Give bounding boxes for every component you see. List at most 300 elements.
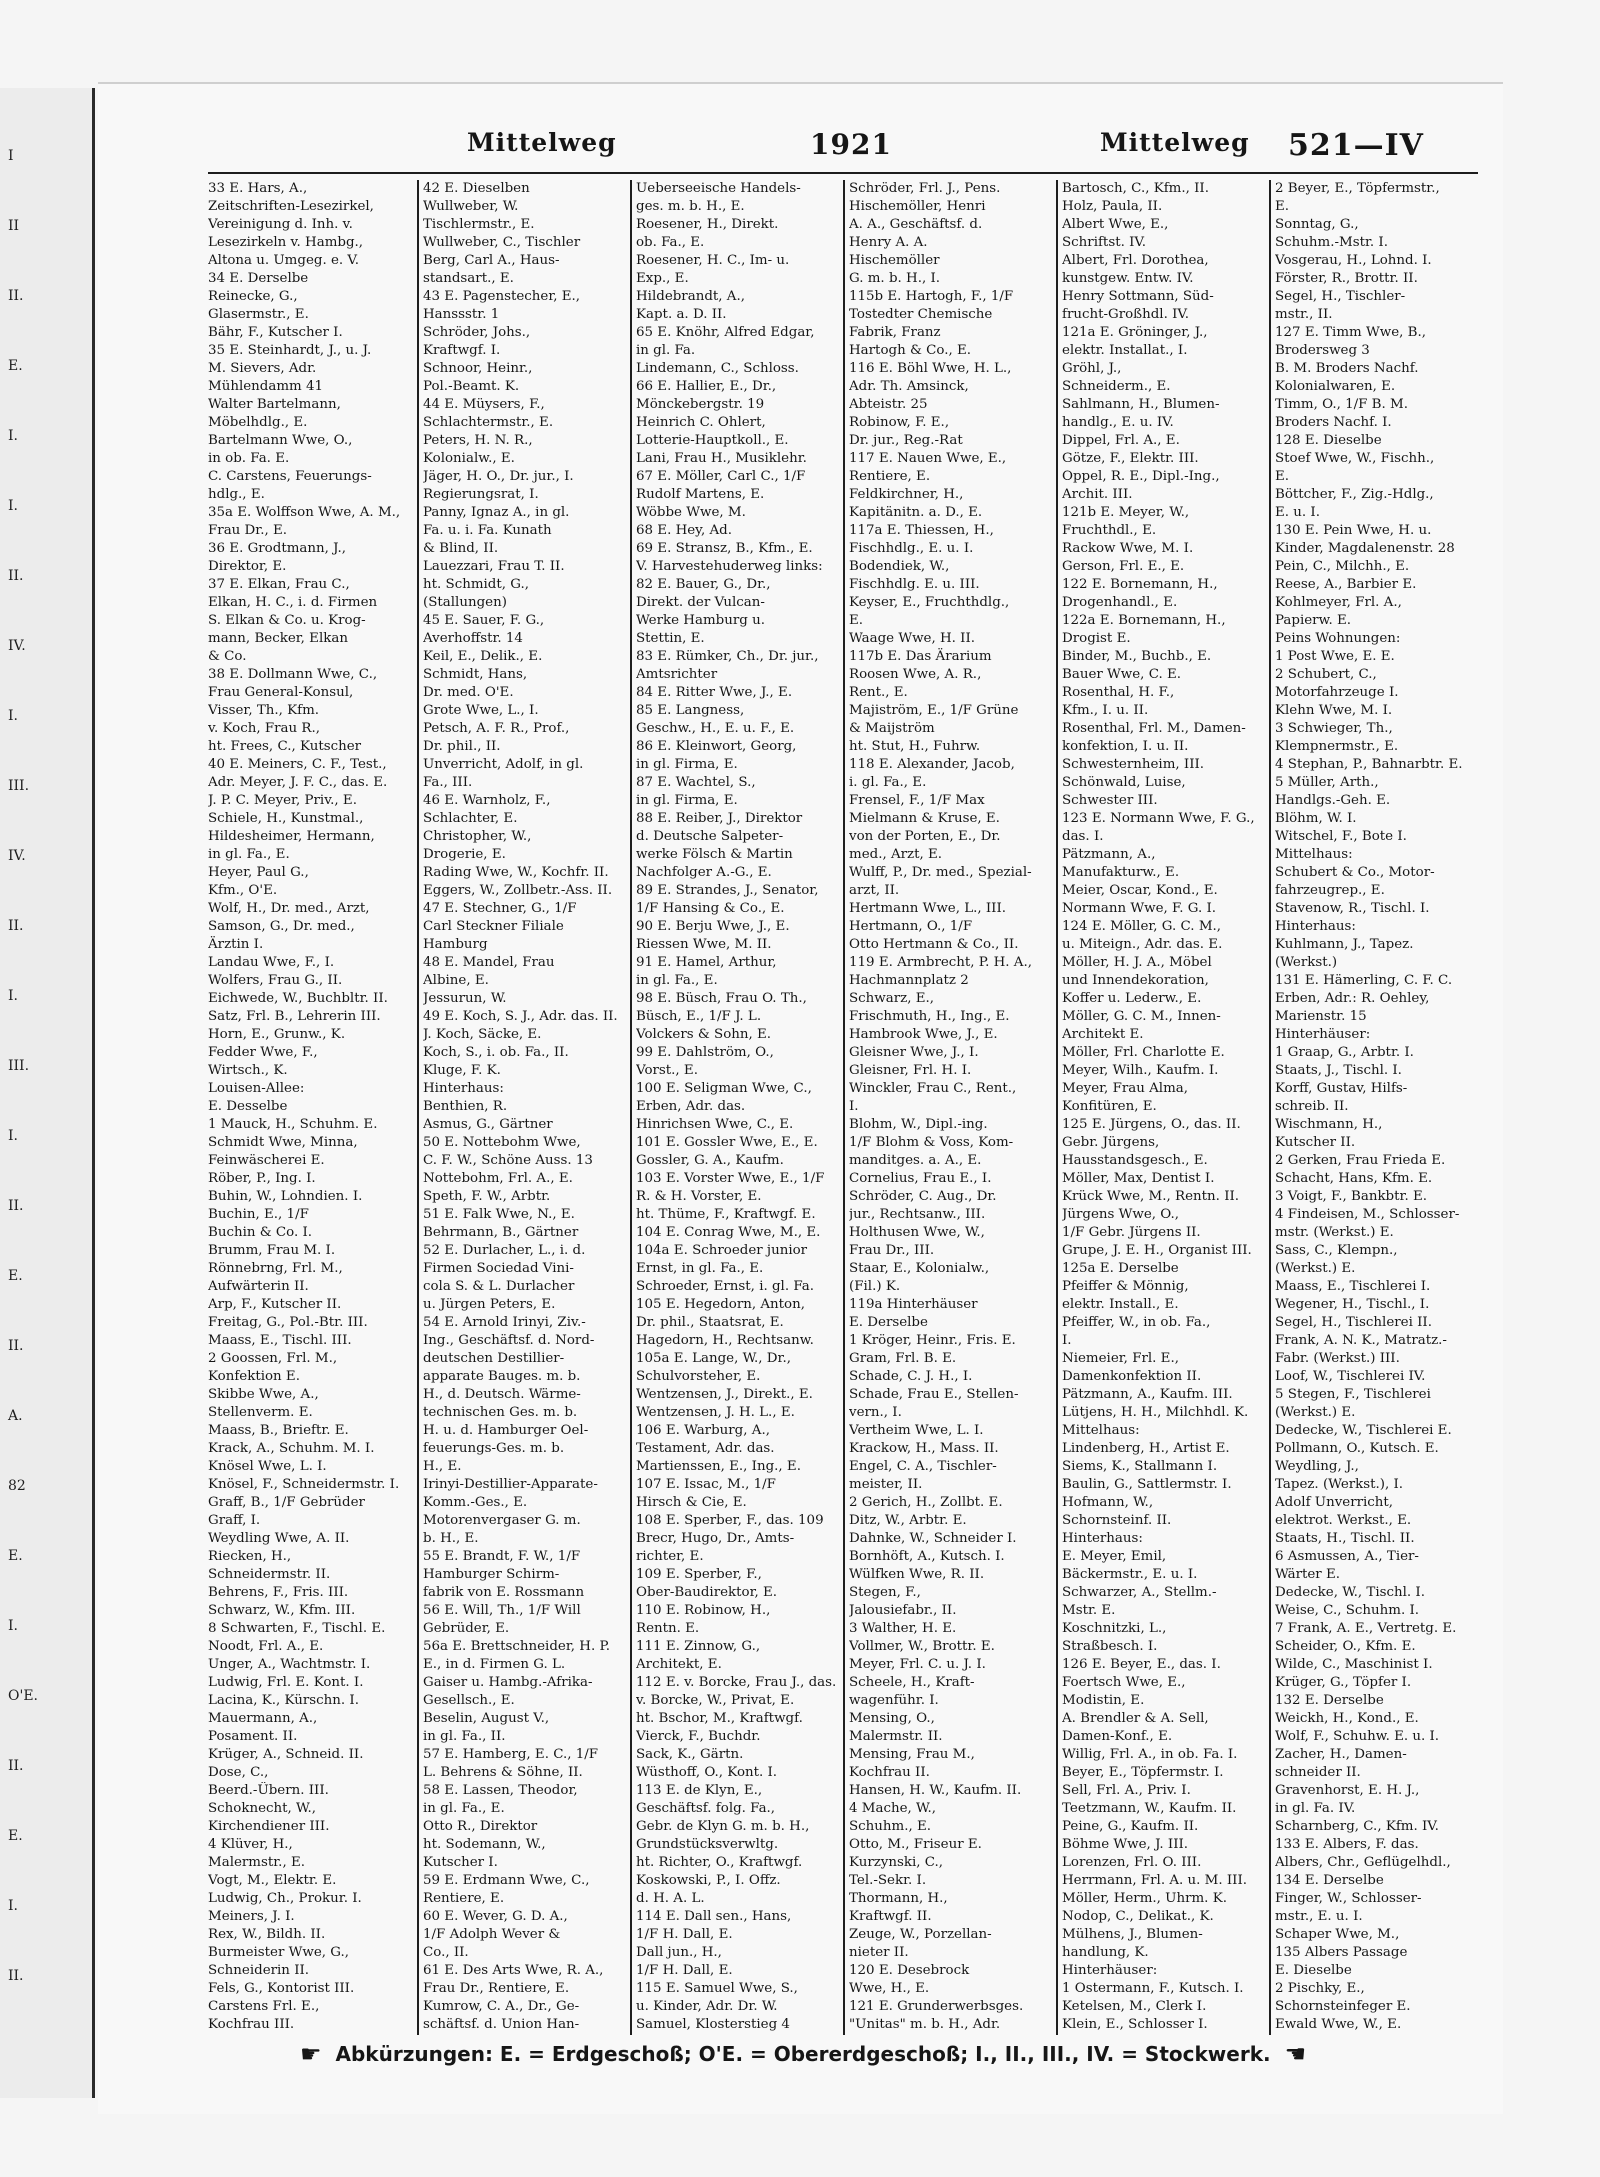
directory-entry-line: Vosgerau, H., Lohnd. I. [1275,253,1432,268]
directory-entry-line: ht. Richter, O., Kraftwgf. [636,1855,803,1870]
directory-entry-line: Robinow, F. E., [849,415,950,430]
directory-entry-line: Kochfrau II. [849,1765,930,1780]
directory-entry-line: A. Brendler & A. Sell, [1062,1711,1209,1726]
directory-entry-line: M. Sievers, Adr. [208,361,317,376]
directory-entry-line: Maass, B., Brieftr. E. [208,1423,349,1438]
directory-entry-line: Sass, C., Klempn., [1275,1243,1398,1258]
directory-entry-line: Henry A. A. [849,235,928,250]
directory-entry-line: Scheele, H., Kraft- [849,1675,975,1690]
directory-entry-line: Schoknecht, W., [208,1801,316,1816]
directory-entry-line: Ketelsen, M., Clerk I. [1062,1999,1207,2014]
directory-entry-line: mstr., II. [1275,307,1333,322]
directory-entry-line: 98 E. Büsch, Frau O. Th., [636,991,807,1006]
directory-entry-line: Hinterhäuser: [1062,1963,1158,1978]
directory-entry-line: Böttcher, F., Zig.-Hdlg., [1275,487,1434,502]
directory-entry-line: 2 Pischky, E., [1275,1981,1365,1996]
directory-entry-line: Mensing, O., [849,1711,935,1726]
directory-entry-line: Meyer, Frau Alma, [1062,1081,1189,1096]
directory-entry-line: 119a Hinterhäuser [849,1297,978,1312]
directory-entry-line: (Stallungen) [423,595,507,610]
directory-entry-line: Thormann, H., [849,1891,948,1906]
directory-entry-line: 112 E. v. Borcke, Frau J., das. [636,1675,837,1690]
directory-entry-line: 118 E. Alexander, Jacob, [849,757,1015,772]
directory-entry-line: Rudolf Martens, E. [636,487,765,502]
directory-entry-line: 113 E. de Klyn, E., [636,1783,763,1798]
directory-entry-line: Frischmuth, H., Ing., E. [849,1009,1010,1024]
directory-entry-line: Gebr. Jürgens, [1062,1135,1160,1150]
directory-entry-line: 109 E. Sperber, F., [636,1567,762,1582]
directory-entry-line: Freitag, G., Pol.-Btr. III. [208,1315,368,1330]
directory-entry-line: ht. Stut, H., Fuhrw. [849,739,981,754]
directory-entry-line: 35a E. Wolffson Wwe, A. M., [208,505,401,520]
directory-entry-line: 134 E. Derselbe [1275,1873,1384,1888]
directory-entry-line: Blöhm, W. I. [1275,811,1357,826]
directory-entry-line: 124 E. Möller, G. C. M., [1062,919,1222,934]
directory-entry-line: Korff, Gustav, Hilfs- [1275,1081,1408,1096]
directory-entry-line: L. Behrens & Söhne, II. [423,1765,583,1780]
directory-entry-line: Wilde, C., Maschinist I. [1275,1657,1433,1672]
directory-entry-line: Frensel, F., 1/F Max [849,793,985,808]
directory-entry-line: A. A., Geschäftsf. d. [849,217,983,232]
directory-entry-line: E. Dieselbe [1275,1963,1352,1978]
directory-entry-line: Schneiderin II. [208,1963,310,1978]
directory-entry-line: Fabrik, Franz [849,325,941,340]
directory-entry-line: Vertheim Wwe, L. I. [849,1423,984,1438]
directory-entry-line: 125 E. Jürgens, O., das. II. [1062,1117,1241,1132]
directory-entry-line: Fa., III. [423,775,473,790]
edge-fragment: E. [8,1548,23,1564]
directory-entry-line: 131 E. Hämerling, C. F. C. [1275,973,1453,988]
directory-entry-line: Stegen, F., [849,1585,921,1600]
directory-entry-line: Kurzynski, C., [849,1855,944,1870]
directory-entry-line: in gl. Fa., II. [423,1729,506,1744]
directory-entry-line [636,2034,841,2035]
directory-entry-line: Sell, Frl. A., Priv. I. [1062,1783,1191,1798]
directory-entry-line: Dose, C., [208,1765,269,1780]
directory-entry-line: Mühlendamm 41 [208,379,324,394]
directory-entry-line: Stettin, E. [636,631,705,646]
directory-entry-line: Krüger, A., Schneid. II. [208,1747,364,1762]
directory-entry-line: 105 E. Hegedorn, Anton, [636,1297,805,1312]
directory-entry-line: nieter II. [849,1945,909,1960]
directory-entry-line: Mittelhaus: [1062,1423,1140,1438]
directory-entry-line: Klein, E., Schlosser I. [1062,2017,1208,2032]
directory-entry-line: 117a E. Thiessen, H., [849,523,994,538]
directory-entry-line: handlung, K. [1062,1945,1149,1960]
directory-entry-line: Erben, Adr. das. [636,1099,746,1114]
directory-entry-line: 5 Stegen, F., Tischlerei [1275,1387,1431,1402]
directory-entry-line: Petsch, A. F. R., Prof., [423,721,570,736]
directory-entry-line: ht. Thüme, F., Kraftwgf. E. [636,1207,816,1222]
directory-entry-line: 68 E. Hey, Ad. [636,523,732,538]
directory-entry-line: 115 E. Samuel Wwe, S., [636,1981,798,1996]
directory-entry-line: Brumm, Frau M. I. [208,1243,336,1258]
directory-entry-line: Vereinigung d. Inh. v. [208,217,353,232]
directory-entry-line: Altona u. Umgeg. e. V. [208,253,359,268]
directory-entry-line: Rackow Wwe, M. I. [1062,541,1194,556]
directory-entry-line: Hambrook Wwe, J., E. [849,1027,998,1042]
directory-entry-line: Graff, I. [208,1513,261,1528]
edge-fragment: I. [8,1618,18,1634]
directory-entry-line: 2 Beyer, E., Töpfermstr., [1275,181,1440,196]
directory-entry-line: 1 Post Wwe, E. E. [1275,649,1395,664]
directory-entry-line: Kuhlmann, J., Tapez. [1275,937,1414,952]
directory-entry-line: Broders Nachf. I. [1275,415,1392,430]
column-divider [1269,180,1271,2035]
directory-entry-line: 54 E. Arnold Irinyi, Ziv.- [423,1315,586,1330]
directory-entry-line: Brodersweg 3 [1275,343,1370,358]
directory-entry-line: richter, E. [636,1549,704,1564]
directory-entry-line: Pätzmann, A., [1062,847,1156,862]
directory-entry-line: Wirtsch., K. [208,1063,288,1078]
directory-entry-line: Herrmann, Frl. A. u. M. III. [1062,1873,1248,1888]
directory-entry-line: Gesellsch., E. [423,1693,515,1708]
directory-entry-line: 135 Albers Passage [1275,1945,1408,1960]
directory-entry-line: Unverricht, Adolf, in gl. [423,757,584,772]
directory-entry-line: Peine, G., Kaufm. II. [1062,1819,1199,1834]
directory-entry-line: Zacher, H., Damen- [1275,1747,1407,1762]
directory-entry-line: Vorst., E. [636,1063,698,1078]
directory-entry-line: Unger, A., Wachtmstr. I. [208,1657,371,1672]
directory-entry-line: Ing., Geschäftsf. d. Nord- [423,1333,595,1348]
directory-entry-line: v. Koch, Frau R., [208,721,320,736]
directory-entry-line: Lindemann, C., Schloss. [636,361,799,376]
directory-entry-line: 5 Müller, Arth., [1275,775,1379,790]
directory-entry-line: Wentzensen, J. H. L., E. [636,1405,795,1420]
directory-entry-line: ht. Frees, C., Kutscher [208,739,362,754]
directory-entry-line: Landau Wwe, F., I. [208,955,335,970]
directory-entry-line: Staar, E., Kolonialw., [849,1261,990,1276]
directory-entry-line: Drogerie, E. [423,847,506,862]
directory-entry-line: (Werkst.) E. [1275,1405,1356,1420]
directory-entry-line: 58 E. Lassen, Theodor, [423,1783,578,1798]
directory-entry-line: b. H., E. [423,1531,479,1546]
directory-entry-line: Marienstr. 15 [1275,1009,1367,1024]
directory-entry-line: Knösel, F., Schneidermstr. I. [208,1477,400,1492]
directory-entry-line: Keyser, E., Fruchthdlg., [849,595,1010,610]
directory-entry-line: Gebr. de Klyn G. m. b. H., [636,1819,810,1834]
directory-entry-line: Benthien, R. [423,1099,508,1114]
directory-entry-line: Frau Dr., III. [849,1243,935,1258]
directory-entry-line: Grupe, J. E. H., Organist III. [1062,1243,1252,1258]
directory-entry-line: S. Elkan & Co. u. Krog- [208,613,366,628]
directory-entry-line: Jessurun, W. [423,991,507,1006]
directory-entry-line: 2 Gerken, Frau Frieda E. [1275,1153,1446,1168]
directory-entry-line: 128 E. Dieselbe [1275,433,1382,448]
directory-entry-line: elektr. Install., E. [1062,1297,1179,1312]
directory-entry-line: Weise, C., Schuhm. I. [1275,1603,1420,1618]
directory-entry-line: 111 E. Zinnow, G., [636,1639,761,1654]
directory-entry-line: Kirchendiener III. [208,1819,330,1834]
directory-entry-line: Reinecke, G., [208,289,298,304]
directory-entry-line: Rönnebrng, Frl. M., [208,1261,343,1276]
directory-entry-line: Zeitschriften-Lesezirkel, [208,199,374,214]
directory-entry-line: 104 E. Conrag Wwe, M., E. [636,1225,821,1240]
directory-entry-line: mstr., E. u. I. [1275,1909,1363,1924]
directory-entry-line: Blohm, W., Dipl.-ing. [849,1117,988,1132]
directory-entry-line: Hagedorn, H., Rechtsanw. [636,1333,814,1348]
directory-entry-line: I. [849,1099,859,1114]
directory-entry-line: Schroeder, Ernst, i. gl. Fa. [636,1279,814,1294]
directory-entry-line: Abteistr. 25 [849,397,928,412]
directory-entry-line: 127 E. Timm Wwe, B., [1275,325,1426,340]
directory-entry-line: 1/F Adolph Wever & [423,1927,561,1942]
directory-entry-line: Ober-Baudirektor, E. [636,1585,778,1600]
directory-entry-line: Fischhdlg., E. u. I. [849,541,974,556]
directory-entry-line: Archit. III. [1062,487,1133,502]
edge-fragment: E. [8,358,23,374]
directory-entry-line: Gram, Frl. B. E. [849,1351,957,1366]
directory-entry-line: ht. Sodemann, W., [423,1837,546,1852]
directory-entry-line: Henry Sottmann, Süd- [1062,289,1214,304]
directory-entry-line: Graff, B., 1/F Gebrüder [208,1495,365,1510]
directory-entry-line: ob. Fa., E. [636,235,705,250]
directory-entry-line: Mensing, Frau M., [849,1747,975,1762]
directory-entry-line: Satz, Frl. B., Lehrerin III. [208,1009,381,1024]
directory-entry-line: Keil, E., Delik., E. [423,649,543,664]
directory-entry-line: Dr. jur., Reg.-Rat [849,433,963,448]
directory-entry-line: E. Desselbe [208,1099,288,1114]
directory-column-3 [636,180,841,2035]
directory-entry-line: Nachfolger A.-G., E. [636,865,772,880]
directory-entry-line: V. Harvestehuderweg links: [636,559,823,574]
directory-entry-line: Holz, Paula, II. [1062,199,1163,214]
directory-entry-line: C. F. W., Schöne Auss. 13 [423,1153,593,1168]
directory-entry-line: E. [849,613,864,628]
directory-entry-line: 104a E. Schroeder junior [636,1243,808,1258]
directory-entry-line: 55 E. Brandt, F. W., 1/F [423,1549,581,1564]
directory-entry-line: 122a E. Bornemann, H., [1062,613,1226,628]
directory-entry-line: Bartelmann Wwe, O., [208,433,353,448]
directory-entry-line: Speth, F. W., Arbtr. [423,1189,551,1204]
directory-entry-line: Lani, Frau H., Musiklehr. [636,451,807,466]
directory-entry-line: 4 Mache, W., [849,1801,936,1816]
directory-entry-line: Wullweber, W. [423,199,519,214]
directory-entry-line: frucht-Großhdl. IV. [1062,307,1189,322]
directory-entry-line: Pein, C., Milchh., E. [1275,559,1410,574]
directory-entry-line: Albert Wwe, E., [1062,217,1169,232]
directory-entry-line: Koschnitzki, L., [1062,1621,1167,1636]
directory-entry-line: ht. Schmidt, G., [423,577,529,592]
directory-entry-line: Normann Wwe, F. G. I. [1062,901,1217,916]
directory-entry-line: Dr. phil., II. [423,739,501,754]
directory-entry-line: Berg, Carl A., Haus- [423,253,560,268]
directory-entry-line: Schröder, Frl. J., Pens. [849,181,1001,196]
directory-entry-line: E. [1275,199,1290,214]
directory-entry-line: Cornelius, Frau E., I. [849,1171,992,1186]
directory-entry-line [1062,2034,1267,2035]
directory-entry-line: (Fil.) K. [849,1279,901,1294]
directory-entry-line: J. Koch, Säcke, E. [423,1027,542,1042]
directory-entry-line: Gröhl, J., [1062,361,1122,376]
directory-entry-line: Lacina, K., Kürschn. I. [208,1693,359,1708]
directory-entry-line: und Innendekoration, [1062,973,1209,988]
directory-entry-line: in gl. Fa., E. [423,1801,505,1816]
directory-entry-line: Wülfken Wwe, R. II. [849,1567,985,1582]
directory-entry-line: Oppel, R. E., Dipl.-Ing., [1062,469,1220,484]
directory-entry-line: Sonntag, G., [1275,217,1359,232]
directory-entry-line: Bauer Wwe, C. E. [1062,667,1182,682]
directory-entry-line: Frau General-Konsul, [208,685,354,700]
directory-entry-line: E., in d. Firmen G. L. [423,1657,566,1672]
directory-entry-line: 56a E. Brettschneider, H. P. [423,1639,611,1654]
directory-entry-line: Pollmann, O., Kutsch. E. [1275,1441,1439,1456]
directory-entry-line: 57 E. Hamberg, E. C., 1/F [423,1747,599,1762]
directory-entry-line: feuerungs-Ges. m. b. [423,1441,565,1456]
directory-entry-line: Lesezirkeln v. Hambg., [208,235,364,250]
directory-entry-line: Schmidt Wwe, Minna, [208,1135,358,1150]
directory-entry-line: Kutscher II. [1275,1135,1356,1150]
directory-entry-line: Schulvorsteher, E. [636,1369,761,1384]
directory-entry-line: Büsch, E., 1/F J. L. [636,1009,762,1024]
directory-entry-line: Kfm., I. u. II. [1062,703,1149,718]
directory-entry-line: Dr. phil., Staatsrat, E. [636,1315,784,1330]
directory-entry-line: Mülhens, J., Blumen- [1062,1927,1203,1942]
directory-entry-line: Schaper Wwe, M., [1275,1927,1400,1942]
directory-entry-line: Skibbe Wwe, A., [208,1387,319,1402]
directory-entry-line: Röber, P., Ing. I. [208,1171,316,1186]
directory-entry-line: Weydling Wwe, A. II. [208,1531,350,1546]
directory-entry-line: Regierungsrat, I. [423,487,539,502]
directory-entry-line: Bäckermstr., E. u. I. [1062,1567,1198,1582]
directory-entry-line: Schornsteinf. II. [1062,1513,1172,1528]
header-rule [208,172,1478,174]
directory-entry-line: Hausstandsgesch., E. [1062,1153,1208,1168]
directory-entry-line: Ludwig, Frl. E. Kont. I. [208,1675,364,1690]
directory-entry-line: (Werkst.) E. [1275,1261,1356,1276]
directory-entry-line: Loof, W., Tischlerei IV. [1275,1369,1426,1384]
directory-entry-line: Lotterie-Hauptkoll., E. [636,433,789,448]
directory-entry-line: Straßbesch. I. [1062,1639,1158,1654]
directory-entry-line: Schwarzer, A., Stellm.- [1062,1585,1217,1600]
directory-entry-line: Komm.-Ges., E. [423,1495,528,1510]
directory-entry-line: Witschel, F., Bote I. [1275,829,1407,844]
directory-entry-line: Glasermstr., E. [208,307,309,322]
pointing-hand-left-icon: ☚ [1284,2040,1307,2068]
directory-entry-line: Gleisner, Frl. H. I. [849,1063,972,1078]
directory-entry-line: Hertmann, O., 1/F [849,919,973,934]
directory-entry-line: Geschäftsf. folg. Fa., [636,1801,776,1816]
directory-entry-line: 115b E. Hartogh, F., 1/F [849,289,1014,304]
directory-entry-line: Visser, Th., Kfm. [208,703,320,718]
directory-entry-line: Peters, H. N. R., [423,433,533,448]
directory-entry-line: Gossler, G. A., Kaufm. [636,1153,784,1168]
directory-entry-line: Hinterhaus: [423,1081,504,1096]
directory-entry-line: Engel, C. A., Tischler- [849,1459,997,1474]
directory-entry-line: v. Borcke, W., Privat, E. [636,1693,795,1708]
directory-entry-line: & Blind, II. [423,541,499,556]
directory-entry-line: Schriftst. IV. [1062,235,1146,250]
directory-entry-line: 130 E. Pein Wwe, H. u. [1275,523,1432,538]
directory-entry-line: Schwarz, E., [849,991,934,1006]
directory-entry-line: Siems, K., Stallmann I. [1062,1459,1218,1474]
directory-entry-line: 85 E. Langness, [636,703,745,718]
directory-entry-line: Architekt, E. [636,1657,722,1672]
directory-entry-line: schäftsf. d. Union Han- [423,2017,580,2032]
directory-entry-line: 37 E. Elkan, Frau C., [208,577,350,592]
directory-entry-line: Jalousiefabr., II. [849,1603,957,1618]
directory-entry-line: Averhoffstr. 14 [423,631,523,646]
directory-entry-line: & Maijström [849,721,935,736]
directory-entry-line: 48 E. Mandel, Frau [423,955,555,970]
directory-entry-line: Lütjens, H. H., Milchhdl. K. [1062,1405,1249,1420]
directory-entry-line: Gravenhorst, E. H. J., [1275,1783,1420,1798]
directory-entry-line: 1 Graap, G., Arbtr. I. [1275,1045,1414,1060]
directory-entry-line: Vollmer, W., Brottr. E. [849,1639,995,1654]
directory-entry-line: Wolf, H., Dr. med., Arzt, [208,901,370,916]
directory-entry-line: 8 Schwarten, F., Tischl. E. [208,1621,386,1636]
directory-entry-line: 3 Schwieger, Th., [1275,721,1393,736]
directory-entry-line: 42 E. Dieselben [423,181,530,196]
directory-entry-line: 56 E. Will, Th., 1/F Will [423,1603,581,1618]
directory-entry-line: 52 E. Durlacher, L., i. d. [423,1243,586,1258]
directory-entry-line: Drogist E. [1062,631,1131,646]
directory-entry-line: Papierw. E. [1275,613,1351,628]
directory-entry-line: Hansen, H. W., Kaufm. II. [849,1783,1022,1798]
directory-entry-line: Hinrichsen Wwe, C., E. [636,1117,794,1132]
directory-entry-line: Dr. med. O'E. [423,685,514,700]
pointing-hand-right-icon: ☛ [300,2040,322,2068]
edge-fragment: III. [8,778,30,794]
edge-fragment: 82 [8,1478,26,1494]
directory-entry-line: apparate Bauges. m. b. [423,1369,581,1384]
directory-entry-line: E. Meyer, Emil, [1062,1549,1167,1564]
directory-entry-line: 38 E. Dollmann Wwe, C., [208,667,378,682]
directory-entry-line: fabrik von E. Rossmann [423,1585,585,1600]
directory-entry-line: Irinyi-Destillier-Apparate- [423,1477,598,1492]
directory-entry-line: Binder, M., Buchb., E. [1062,649,1212,664]
directory-entry-line: J. P. C. Meyer, Priv., E. [208,793,357,808]
directory-entry-line: Rosenthal, Frl. M., Damen- [1062,721,1246,736]
directory-entry-line: Waage Wwe, H. II. [849,631,976,646]
directory-entry-line: 125a E. Derselbe [1062,1261,1179,1276]
directory-entry-line [1275,2034,1480,2035]
directory-entry-line: 2 Gerich, H., Zollbt. E. [849,1495,1003,1510]
directory-entry-line: Möbelhdlg., E. [208,415,308,430]
directory-entry-line: Christopher, W., [423,829,532,844]
directory-entry-line: Dippel, Frl. A., E. [1062,433,1180,448]
directory-entry-line: Stavenow, R., Tischl. I. [1275,901,1430,916]
edge-fragment: II. [8,1758,24,1774]
directory-entry-line: Mstr. E. [1062,1603,1116,1618]
directory-entry-line: d. Deutsche Salpeter- [636,829,784,844]
directory-entry-line: (Werkst.) [1275,955,1338,970]
directory-entry-line: Malermstr., E. [208,1855,305,1870]
directory-entry-line: Riessen Wwe, M. II. [636,937,772,952]
directory-entry-line: 103 E. Vorster Wwe, E., 1/F [636,1171,825,1186]
directory-entry-line: von der Porten, E., Dr. [849,829,1001,844]
directory-entry-line: 33 E. Hars, A., [208,181,308,196]
directory-entry-line: Modistin, E. [1062,1693,1145,1708]
directory-entry-line: 2 Goossen, Frl. M., [208,1351,338,1366]
directory-entry-line: Rentiere, E. [423,1891,505,1906]
directory-entry-line: elektrot. Werkst., E. [1275,1513,1412,1528]
directory-entry-line: Sahlmann, H., Blumen- [1062,397,1220,412]
directory-entry-line: Tischlermstr., E. [423,217,535,232]
directory-entry-line: kunstgew. Entw. IV. [1062,271,1194,286]
directory-entry-line: 88 E. Reiber, J., Direktor [636,811,803,826]
directory-entry-line: Pol.-Beamt. K. [423,379,520,394]
directory-entry-line: Wegener, H., Tischl., I. [1275,1297,1430,1312]
directory-entry-line: Buhin, W., Lohndien. I. [208,1189,363,1204]
directory-entry-line: Baulin, G., Sattlermstr. I. [1062,1477,1232,1492]
directory-entry-line: jur., Rechtsanw., III. [849,1207,986,1222]
directory-entry-line: Behrens, F., Fris. III. [208,1585,349,1600]
directory-entry-line: Albers, Chr., Geflügelhdl., [1275,1855,1451,1870]
directory-entry-line: Schlachter, E. [423,811,518,826]
directory-column-5 [1062,180,1267,2035]
directory-entry-line: Manufakturw., E. [1062,865,1180,880]
